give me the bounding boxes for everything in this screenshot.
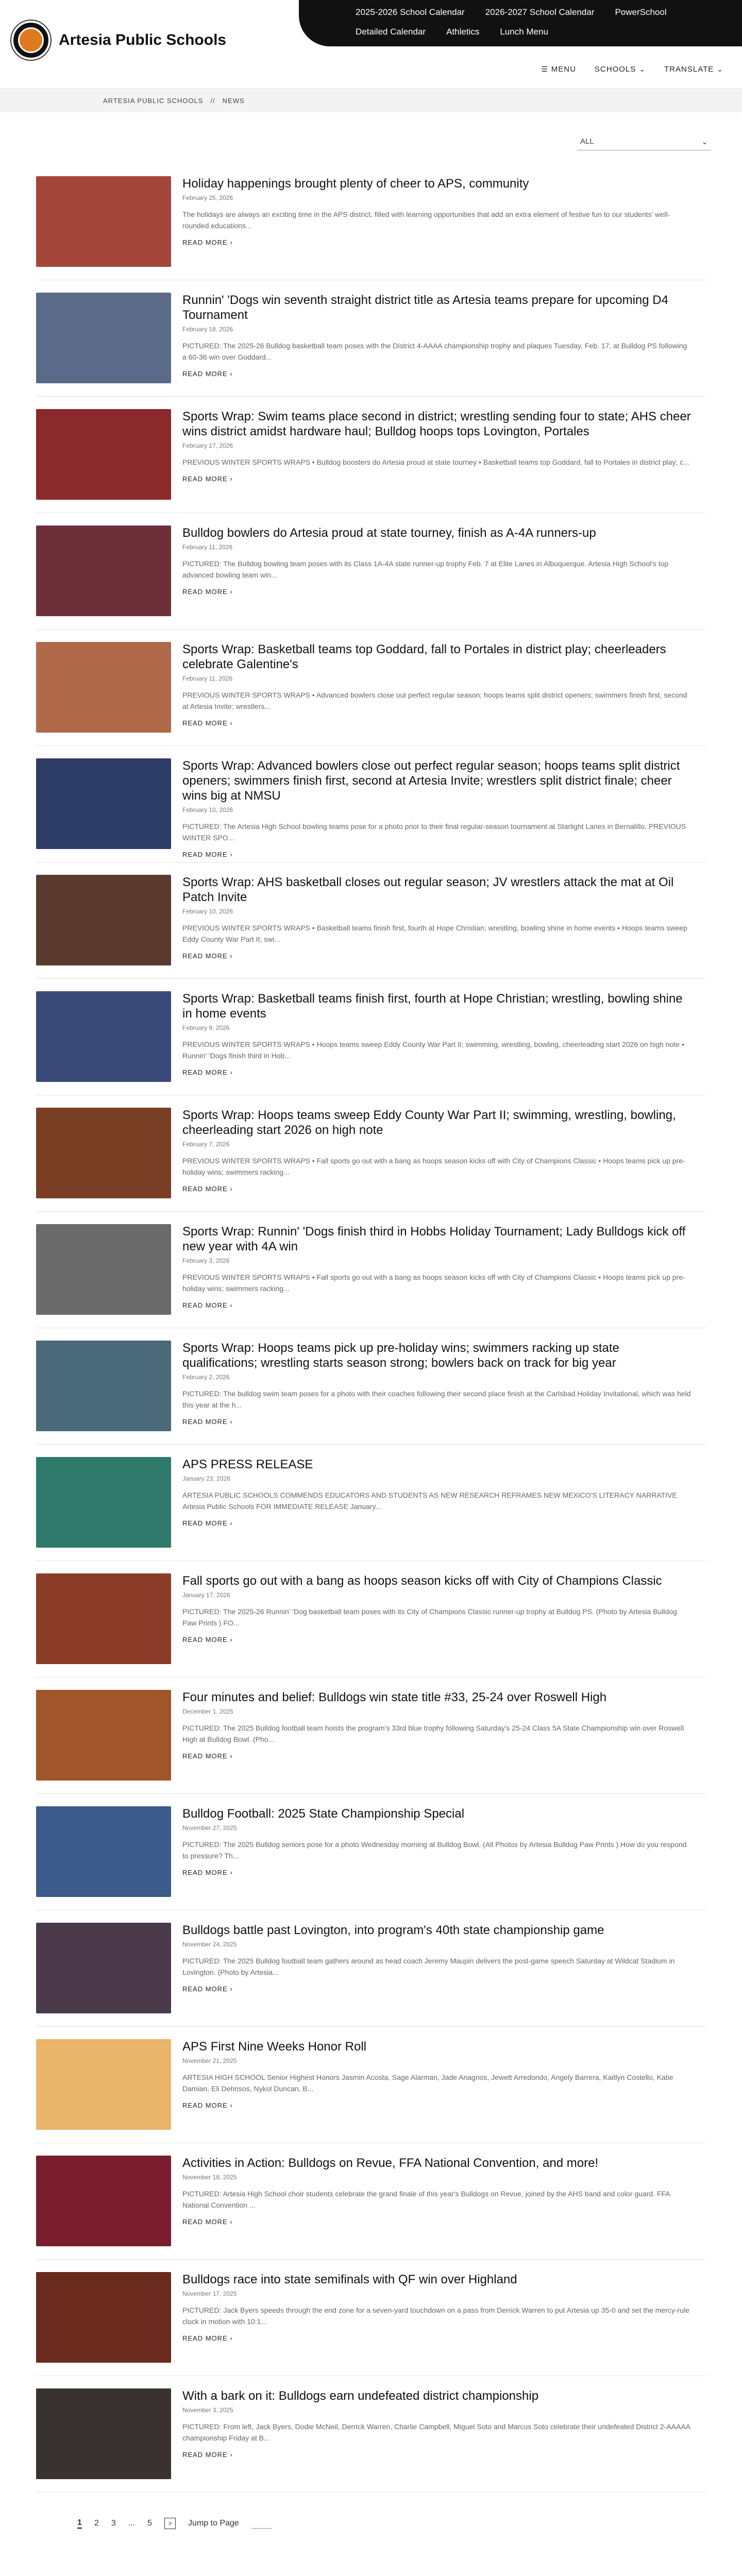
news-date: February 25, 2026 [182, 194, 233, 201]
top-link-calendar-2025[interactable]: 2025-2026 School Calendar [356, 7, 465, 17]
read-more-link[interactable]: READ MORE › [182, 239, 233, 246]
category-filter-select[interactable] [577, 133, 711, 150]
news-excerpt: PREVIOUS WINTER SPORTS WRAPS • Basketball teams finish first, fourth at Hope Christian; wrestling, bowling shine in home events • Hoops teams sweep Eddy County War Part II; swi... [182, 924, 687, 943]
news-excerpt: PICTURED: From left, Jack Byers, Dodie McNeil, Derrick Warren, Charlie Campbell, Miguel Soto and Marcus Soto celebrate their undefeated District 2-AAAAA championship Friday at B... [182, 2422, 690, 2442]
news-title[interactable]: APS First Nine Weeks Honor Roll [182, 2040, 366, 2054]
arrow-right-icon: › [230, 1869, 233, 1876]
breadcrumb-current: NEWS [222, 96, 245, 105]
arrow-right-icon: › [230, 1069, 233, 1076]
news-content [182, 1573, 693, 1665]
news-content [182, 2272, 693, 2363]
read-more-link[interactable]: READ MORE › [182, 1069, 233, 1076]
news-date: February 2, 2026 [182, 1374, 230, 1381]
arrow-right-icon: › [230, 1418, 233, 1426]
news-excerpt: PREVIOUS WINTER SPORTS WRAPS • Advanced bowlers close out perfect regular season; hoops teams split district openers; swimmers finish first, second at Artesia Invite; wrestlers... [182, 691, 687, 710]
news-date: November 3, 2025 [182, 2406, 233, 2414]
read-more-link[interactable]: READ MORE › [182, 1869, 233, 1876]
news-thumbnail[interactable] [36, 1923, 171, 2013]
news-excerpt: PICTURED: The 2025-26 Bulldog basketball team poses with the District 4-AAAA championship trophy and plaques Tuesday, Feb. 17, at Bulldog PS following a 60-36 win over Goddard... [182, 342, 687, 361]
news-excerpt: PICTURED: The 2025 Bulldog seniors pose for a photo Wednesday morning at Bulldog Bowl. (All Photos by Artesia Bulldog Paw Prints ) How do you respond to pressure? Th... [182, 1840, 687, 1860]
arrow-right-icon: › [230, 370, 233, 378]
pagination [77, 2508, 742, 2539]
breadcrumb-separator: // [210, 96, 215, 105]
news-item [36, 2260, 706, 2376]
news-content [182, 1806, 693, 1897]
news-date: January 23, 2026 [182, 1475, 230, 1482]
news-date: February 9, 2026 [182, 1024, 230, 1031]
arrow-right-icon: › [230, 1519, 233, 1527]
page-link-3[interactable]: 3 [111, 2519, 116, 2528]
news-excerpt: PREVIOUS WINTER SPORTS WRAPS • Fall sports go out with a bang as hoops season kicks off with City of Champions Classic • Hoops teams pick up pre-holiday wins; swimmers racking... [182, 1273, 685, 1293]
news-content [182, 1690, 693, 1781]
schools-dropdown[interactable]: SCHOOLS ⌄ [594, 65, 646, 74]
news-content [182, 1457, 693, 1548]
read-more-link[interactable]: READ MORE › [182, 1418, 233, 1426]
read-more-link[interactable]: READ MORE › [182, 1301, 233, 1309]
news-title[interactable]: Sports Wrap: Swim teams place second in district; wrestling sending four to state; AHS cheer wins district amidst hardware haul; Bulldog hoops tops Lovington, Portales [182, 410, 691, 438]
news-title[interactable]: Bulldogs race into state semifinals with QF win over Highland [182, 2273, 517, 2286]
read-more-link[interactable]: READ MORE › [182, 2218, 233, 2226]
news-title[interactable]: Bulldog bowlers do Artesia proud at state tourney, finish as A-4A runners-up [182, 526, 596, 540]
news-title[interactable]: APS PRESS RELEASE [182, 1458, 313, 1471]
news-title[interactable]: Fall sports go out with a bang as hoops season kicks off with City of Champions Classic [182, 1574, 662, 1588]
arrow-right-icon: › [230, 1636, 233, 1643]
top-link-lunch-menu[interactable]: Lunch Menu [500, 27, 548, 37]
news-title[interactable]: Sports Wrap: Advanced bowlers close out perfect regular season; hoops teams split district openers; swimmers finish first, second at Artesia Invite; wrestlers split district finale; cheer wins big at NMSU [182, 759, 680, 803]
news-excerpt: The holidays are always an exciting time in the APS district, filled with learning opportunities that add an extra element of festive fun to our students' well-rounded educations... [182, 210, 670, 230]
news-date: November 21, 2025 [182, 2057, 237, 2064]
news-content [182, 1224, 693, 1315]
news-excerpt: PICTURED: The bulldog swim team poses for a photo with their coaches following their second place finish at the Carlsbad Holiday Invitational, which was held this year at the h... [182, 1389, 691, 1409]
read-more-link[interactable]: READ MORE › [182, 475, 233, 483]
arrow-right-icon: › [230, 2451, 233, 2459]
school-name: Artesia Public Schools [59, 31, 227, 48]
news-content [182, 642, 693, 733]
home-logo-link[interactable] [11, 21, 226, 60]
news-thumbnail[interactable] [36, 1224, 171, 1315]
news-item [36, 397, 706, 513]
news-title[interactable]: Sports Wrap: Hoops teams pick up pre-holiday wins; swimmers racking up state qualifications; wrestling starts season strong; bowlers back on track for big year [182, 1341, 619, 1370]
news-date: February 11, 2026 [182, 544, 233, 551]
news-title[interactable]: Sports Wrap: AHS basketball closes out regular season; JV wrestlers attack the mat at Oil Patch Invite [182, 875, 674, 904]
arrow-right-icon: › [230, 475, 233, 483]
news-thumbnail[interactable] [36, 293, 171, 383]
news-date: February 10, 2026 [182, 908, 233, 915]
news-thumbnail[interactable] [36, 2156, 171, 2246]
news-thumbnail[interactable] [36, 176, 171, 267]
news-excerpt: PREVIOUS WINTER SPORTS WRAPS • Fall sports go out with a bang as hoops season kicks off with City of Champions Classic • Hoops teams pick up pre-holiday wins; swimmers racking... [182, 1157, 685, 1176]
news-thumbnail[interactable] [36, 2039, 171, 2130]
news-item [36, 1328, 706, 1445]
news-date: November 27, 2025 [182, 1824, 237, 1832]
jump-to-page-label: Jump to Page [188, 2519, 239, 2528]
arrow-right-icon: › [230, 1301, 233, 1309]
filter-row [0, 112, 742, 164]
news-excerpt: PICTURED: The Bulldog bowling team poses with its Class 1A-4A state runner-up trophy Feb. 7 at Elite Lanes in Albuquerque. Artesia High School's top advanced bowling team win... [182, 560, 669, 579]
page-link-5[interactable]: 5 [147, 2519, 152, 2528]
news-excerpt: PREVIOUS WINTER SPORTS WRAPS • Hoops teams sweep Eddy County War Part II; swimming, wrestling, bowling, cheerleading start 2026 on high note • Runnin' 'Dogs finish third in Hob... [182, 1040, 684, 1060]
page-link-2[interactable]: 2 [94, 2519, 99, 2528]
news-date: November 17, 2025 [182, 2290, 237, 2297]
news-date: February 11, 2026 [182, 675, 233, 682]
news-content [182, 293, 693, 384]
filter-value: ALL [580, 137, 594, 146]
news-title[interactable]: Four minutes and belief: Bulldogs win state title #33, 25-24 over Roswell High [182, 1690, 607, 1704]
breadcrumb-home[interactable]: ARTESIA PUBLIC SCHOOLS [103, 96, 204, 105]
news-thumbnail[interactable] [36, 1108, 171, 1198]
news-item [36, 280, 706, 397]
news-excerpt: PICTURED: Jack Byers speeds through the end zone for a seven-yard touchdown on a pass from Derrick Warren to put Artesia up 35-0 and set the mercy-rule clock in motion with 10:1... [182, 2306, 689, 2326]
news-item [36, 1561, 706, 1677]
next-page-button[interactable]: > [164, 2518, 176, 2529]
menu-button[interactable]: ☰ MENU [541, 65, 576, 74]
news-content [182, 1923, 693, 2014]
news-thumbnail[interactable] [36, 991, 171, 1082]
top-link-athletics[interactable]: Athletics [446, 27, 480, 37]
news-title[interactable]: With a bark on it: Bulldogs earn undefeated district championship [182, 2389, 539, 2403]
news-excerpt: PICTURED: The 2025-26 Runnin' 'Dog basketball team poses with its City of Champions Classic runner-up trophy at Bulldog PS. (Photo by Artesia Bulldog Paw Prints ) FO... [182, 1607, 677, 1627]
arrow-right-icon: › [230, 1752, 233, 1760]
news-title[interactable]: Activities in Action: Bulldogs on Revue, FFA National Convention, and more! [182, 2156, 599, 2170]
read-more-link[interactable]: READ MORE › [182, 2102, 233, 2109]
news-content [182, 176, 693, 267]
news-thumbnail[interactable] [36, 1573, 171, 1664]
chevron-down-icon: ⌄ [701, 137, 708, 146]
news-item [36, 1095, 706, 1212]
news-date: February 10, 2026 [182, 806, 233, 814]
news-title[interactable]: Sports Wrap: Runnin' 'Dogs finish third in Hobbs Holiday Tournament; Lady Bulldogs kick off new year with 4A win [182, 1225, 686, 1253]
news-excerpt: PICTURED: Artesia High School choir students celebrate the grand finale of this year's Bulldogs on Revue, joined by the AHS band and color guard. FFA National Convention ... [182, 2190, 670, 2209]
news-excerpt: PICTURED: The 2025 Bulldog football team hoists the program's 33rd blue trophy following Saturday's 25-24 Class 5A State Championship win over Roswell High at Bulldog Bowl. (Pho... [182, 1724, 684, 1743]
arrow-right-icon: › [230, 1185, 233, 1193]
news-content [182, 875, 693, 966]
news-date: February 3, 2026 [182, 1257, 230, 1264]
news-date: January 17, 2026 [182, 1591, 230, 1599]
news-content [182, 2156, 693, 2247]
news-item [36, 1677, 706, 1794]
news-thumbnail[interactable] [36, 1457, 171, 1548]
news-content [182, 2039, 693, 2130]
news-title[interactable]: Bulldogs battle past Lovington, into program's 40th state championship game [182, 1923, 604, 1937]
news-content [182, 758, 693, 858]
news-thumbnail[interactable] [36, 1341, 171, 1431]
read-more-link[interactable]: READ MORE › [182, 719, 233, 727]
news-item [36, 862, 706, 979]
top-link-calendar-2026[interactable]: 2026-2027 School Calendar [485, 7, 595, 17]
news-thumbnail[interactable] [36, 409, 171, 500]
news-item [36, 2143, 706, 2260]
jump-to-page-input[interactable] [251, 2518, 272, 2529]
news-thumbnail[interactable] [36, 758, 171, 849]
main-nav [541, 65, 723, 74]
news-date: February 18, 2026 [182, 326, 233, 333]
hamburger-icon: ☰ [541, 65, 548, 73]
arrow-right-icon: › [230, 719, 233, 727]
news-thumbnail[interactable] [36, 1806, 171, 1897]
read-more-link[interactable]: READ MORE › [182, 588, 233, 596]
news-content [182, 991, 693, 1082]
news-date: December 1, 2025 [182, 1708, 233, 1715]
arrow-right-icon: › [230, 851, 233, 858]
read-more-link[interactable]: READ MORE › [182, 2334, 233, 2342]
news-date: February 17, 2026 [182, 442, 233, 449]
read-more-link[interactable]: READ MORE › [182, 952, 233, 960]
arrow-right-icon: › [230, 1985, 233, 1993]
news-date: November 24, 2025 [182, 1941, 237, 1948]
read-more-link[interactable]: READ MORE › [182, 370, 233, 378]
site-header [0, 0, 742, 89]
news-thumbnail[interactable] [36, 875, 171, 965]
news-content [182, 1341, 693, 1432]
page-link-1[interactable]: 1 [77, 2518, 82, 2529]
read-more-link[interactable]: READ MORE › [182, 1985, 233, 1993]
news-content [182, 526, 693, 617]
news-title[interactable]: Holiday happenings brought plenty of cheer to APS, community [182, 177, 529, 191]
news-thumbnail[interactable] [36, 2272, 171, 2363]
news-thumbnail[interactable] [36, 2388, 171, 2479]
news-item [36, 979, 706, 1095]
news-item [36, 1445, 706, 1561]
chevron-down-icon: ⌄ [639, 65, 646, 73]
read-more-link[interactable]: READ MORE › [182, 851, 233, 858]
news-content [182, 2388, 693, 2480]
news-thumbnail[interactable] [36, 1690, 171, 1781]
top-links [356, 7, 716, 37]
arrow-right-icon: › [230, 588, 233, 596]
arrow-right-icon: › [230, 952, 233, 960]
news-item [36, 2027, 706, 2143]
news-title[interactable]: Runnin' 'Dogs win seventh straight district title as Artesia teams prepare for upcoming D4 Tournament [182, 293, 668, 322]
news-list [36, 164, 706, 2493]
news-title[interactable]: Bulldog Football: 2025 State Championship Special [182, 1807, 465, 1821]
news-content [182, 409, 693, 500]
news-item [36, 1794, 706, 1910]
page-ellipsis: ... [128, 2519, 136, 2528]
news-excerpt: ARTESIA PUBLIC SCHOOLS COMMENDS EDUCATORS AND STUDENTS AS NEW RESEARCH REFRAMES NEW MEXICO'S LITERACY NARRATIVE Artesia Public Schools FOR IMMEDIATE RELEASE January... [182, 1491, 677, 1511]
news-excerpt: PICTURED: The 2025 Bulldog football team gathers around as head coach Jeremy Maupin delivers the post-game speech Saturday at Wildcat Stadium in Lovington. (Photo by Artesia... [182, 1957, 675, 1976]
arrow-right-icon: › [230, 2334, 233, 2342]
news-title[interactable]: Sports Wrap: Basketball teams top Goddard, fall to Portales in district play; cheerleaders celebrate Galentine's [182, 642, 666, 671]
chevron-down-icon: ⌄ [717, 65, 723, 73]
news-title[interactable]: Sports Wrap: Hoops teams sweep Eddy County War Part II; swimming, wrestling, bowling, cheerleading start 2026 on high note [182, 1108, 676, 1137]
bulldog-logo-icon [11, 21, 50, 60]
news-content [182, 1108, 693, 1199]
read-more-link[interactable]: READ MORE › [182, 1185, 233, 1193]
arrow-right-icon: › [230, 2102, 233, 2109]
top-bar [299, 0, 742, 46]
news-date: November 18, 2025 [182, 2174, 237, 2181]
news-item [36, 164, 706, 280]
top-link-powerschool[interactable]: PowerSchool [615, 7, 667, 17]
news-thumbnail[interactable] [36, 526, 171, 616]
news-item [36, 513, 706, 630]
news-item [36, 2376, 706, 2493]
news-item [36, 746, 706, 862]
news-item [36, 1212, 706, 1328]
news-excerpt: PREVIOUS WINTER SPORTS WRAPS • Bulldog boosters do Artesia proud at state tourney • Basketball teams top Goddard, fall to Portales in district play; c... [182, 458, 689, 466]
breadcrumb [0, 89, 742, 112]
news-excerpt: PICTURED: The Artesia High School bowling teams pose for a photo prior to their final regular-season tournament at Starlight Lanes in Bernalillo. PREVIOUS WINTER SPO... [182, 822, 686, 842]
news-excerpt: ARTESIA HIGH SCHOOL Senior Highest Honors Jasmin Acosta, Sage Alarman, Jade Anagnos, Jewett Arredondo, Angely Barrera, Kaitlyn Costello, Katie Damian, Eli Dehnsos, Nykol Duncan, B... [182, 2073, 673, 2093]
news-thumbnail[interactable] [36, 642, 171, 733]
read-more-link[interactable]: READ MORE › [182, 2451, 233, 2459]
top-link-detailed-calendar[interactable]: Detailed Calendar [356, 27, 426, 37]
news-date: February 7, 2026 [182, 1141, 230, 1148]
read-more-link[interactable]: READ MORE › [182, 1752, 233, 1760]
news-title[interactable]: Sports Wrap: Basketball teams finish first, fourth at Hope Christian; wrestling, bowling shine in home events [182, 992, 683, 1021]
arrow-right-icon: › [230, 2218, 233, 2226]
read-more-link[interactable]: READ MORE › [182, 1519, 233, 1527]
read-more-link[interactable]: READ MORE › [182, 1636, 233, 1643]
news-item [36, 630, 706, 746]
translate-dropdown[interactable]: TRANSLATE ⌄ [664, 65, 723, 74]
arrow-right-icon: › [230, 239, 233, 246]
news-item [36, 1910, 706, 2027]
